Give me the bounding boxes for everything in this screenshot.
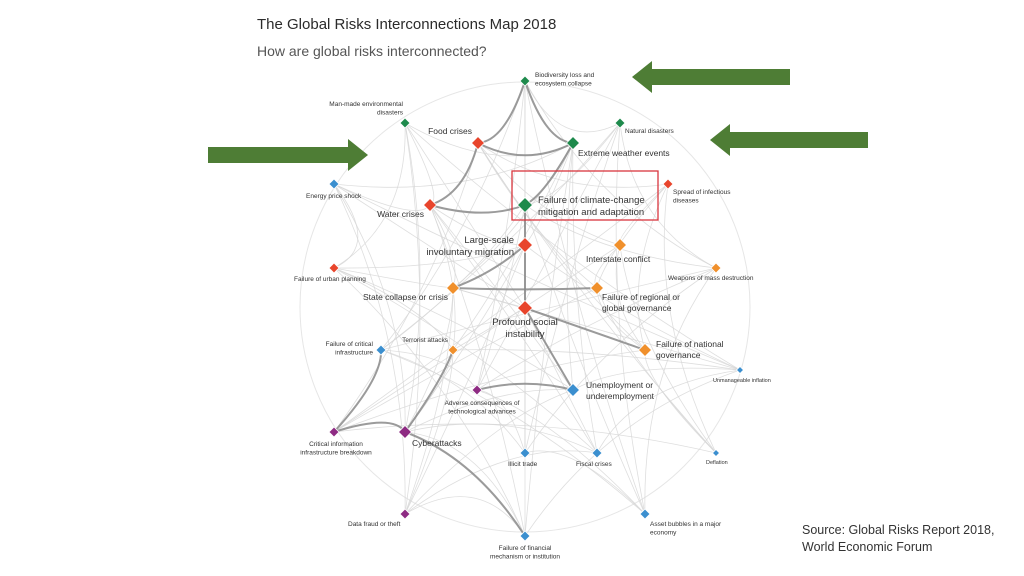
faint-link <box>664 184 716 453</box>
risk-node-cyber[interactable] <box>399 426 462 449</box>
risk-node-label <box>713 378 771 384</box>
risk-node-label <box>402 337 449 344</box>
risk-node-label-line: technological advances <box>448 408 516 416</box>
risk-node-label-line: Large-scale <box>464 235 514 246</box>
strong-link <box>430 143 478 205</box>
risk-node-asset[interactable] <box>640 509 722 537</box>
risk-node-label-line: disasters <box>376 109 403 117</box>
risk-node-marker[interactable] <box>376 345 386 355</box>
risk-node-label-line: Failure of climate-change <box>538 195 645 206</box>
arrow-right-to-man-made <box>208 139 368 171</box>
risk-node-label-line: ecosystem collapse <box>535 80 592 88</box>
faint-link <box>381 205 525 350</box>
risk-node-marker[interactable] <box>424 199 437 212</box>
risk-node-label <box>538 195 645 218</box>
risk-node-label-line: Energy price shock <box>306 193 362 200</box>
risk-node-label-line: Failure of regional or <box>602 292 680 302</box>
risk-node-label-line: mitigation and adaptation <box>538 207 645 218</box>
risk-node-label-line: Adverse consequences of <box>444 400 520 407</box>
risk-node-label <box>673 189 731 205</box>
risk-node-extreme-weather[interactable] <box>567 137 670 159</box>
risk-node-label-line: Unemployment or <box>586 380 654 390</box>
faint-link <box>405 123 420 432</box>
risk-node-infrastructure[interactable] <box>326 341 386 357</box>
risk-node-label <box>326 341 374 357</box>
risk-node-label <box>490 545 560 561</box>
risk-node-critical-info[interactable] <box>300 427 372 457</box>
risk-node-label <box>586 380 655 401</box>
risk-node-label-line: Terrorist attacks <box>402 337 448 344</box>
risk-node-label-line: Food crises <box>428 126 472 136</box>
faint-link <box>525 81 620 132</box>
risk-node-infectious[interactable] <box>663 179 731 205</box>
risk-node-state-collapse[interactable] <box>363 282 460 303</box>
strong-link <box>478 143 573 155</box>
faint-link <box>478 143 620 245</box>
risk-node-energy[interactable] <box>306 179 362 200</box>
risk-node-label <box>586 254 651 264</box>
risk-node-label <box>578 148 670 158</box>
risk-node-label <box>377 209 424 219</box>
source-line-2: World Economic Forum <box>802 540 933 554</box>
risk-node-marker[interactable] <box>711 263 721 273</box>
risk-node-label <box>426 235 514 258</box>
risk-node-label <box>656 339 724 360</box>
risk-node-label <box>445 400 520 416</box>
risk-node-national[interactable] <box>639 339 724 360</box>
risk-node-label-line: Weapons of mass destruction <box>668 275 754 282</box>
risk-node-label <box>412 438 462 448</box>
risk-node-label <box>576 461 613 468</box>
page-title: The Global Risks Interconnections Map 2018 <box>257 16 557 33</box>
risk-node-label <box>625 128 675 135</box>
risk-node-label-line: Asset bubbles in a major <box>650 521 722 528</box>
strong-link <box>478 81 525 143</box>
risk-node-label-line: instability <box>505 329 545 340</box>
risk-node-label <box>650 521 722 537</box>
source-note <box>802 522 994 556</box>
risk-node-label <box>294 276 366 283</box>
risk-node-label-line: Failure of critical <box>325 341 373 348</box>
risk-node-label-line: Interstate conflict <box>586 254 651 264</box>
risk-node-marker[interactable] <box>518 198 533 213</box>
risk-node-label <box>306 193 362 200</box>
risk-node-marker[interactable] <box>448 345 458 355</box>
risk-nodes <box>294 72 771 561</box>
risk-node-label-line: Fiscal crises <box>576 461 612 468</box>
risk-node-marker[interactable] <box>737 367 744 374</box>
risk-node-label <box>706 460 728 466</box>
risk-node-label-line: infrastructure <box>335 349 373 357</box>
risk-node-label <box>300 441 372 457</box>
risk-node-man-made[interactable] <box>329 101 410 128</box>
source-line-1: Source: Global Risks Report 2018, <box>802 523 995 537</box>
risk-node-label-line: Profound social <box>492 317 558 328</box>
risk-node-label-line: global governance <box>602 303 672 313</box>
risk-node-label-line: Failure of financial <box>498 545 552 552</box>
risk-node-label-line: Spread of infectious <box>673 189 731 196</box>
strong-link <box>334 350 381 432</box>
risk-node-adverse-tech[interactable] <box>445 385 520 416</box>
risk-node-label <box>602 292 680 313</box>
risk-node-urban[interactable] <box>294 263 366 283</box>
risk-node-label <box>348 521 401 528</box>
risk-node-marker[interactable] <box>520 76 530 86</box>
page-subtitle: How are global risks interconnected? <box>257 43 487 59</box>
risk-node-label-line: diseases <box>673 197 699 205</box>
risk-node-label <box>428 126 472 136</box>
risk-node-label-line: Extreme weather events <box>578 148 670 158</box>
risk-node-label-line: involuntary migration <box>426 247 514 258</box>
risk-node-label-line: State collapse or crisis <box>362 292 448 302</box>
risk-node-label <box>508 461 538 468</box>
risk-node-biodiversity[interactable] <box>520 72 595 88</box>
risk-node-label-line: Critical information <box>309 441 363 448</box>
risk-node-data-fraud[interactable] <box>348 509 410 528</box>
risk-node-label <box>363 292 448 302</box>
risk-node-label-line: Unmanageable inflation <box>713 378 771 384</box>
risk-node-label-line: Water crises <box>377 209 424 219</box>
risk-node-label-line: governance <box>656 350 701 360</box>
risk-node-label-line: Failure of national <box>656 339 724 349</box>
faint-link <box>334 184 405 432</box>
risk-node-label <box>535 72 595 88</box>
arrow-left-to-biodiversity <box>632 61 790 93</box>
risk-node-label-line: Illicit trade <box>508 461 538 468</box>
risk-node-label <box>668 275 754 282</box>
arrow-left-to-natural <box>710 124 868 156</box>
risk-node-label <box>329 101 403 117</box>
strong-link <box>525 81 573 143</box>
risk-node-deflation[interactable] <box>706 450 728 467</box>
risk-node-label-line: economy <box>650 529 677 537</box>
risk-node-marker[interactable] <box>472 385 482 395</box>
risk-node-label-line: Cyberattacks <box>412 438 462 448</box>
risk-node-marker[interactable] <box>518 301 533 316</box>
risk-node-natural[interactable] <box>615 118 675 135</box>
risk-node-label-line: Failure of urban planning <box>294 276 366 283</box>
risk-node-financial[interactable] <box>490 531 560 561</box>
faint-link <box>381 350 645 514</box>
faint-link <box>405 123 420 514</box>
risk-node-label-line: Data fraud or theft <box>348 521 401 528</box>
risk-node-label-line: infrastructure breakdown <box>300 449 372 457</box>
risk-node-label <box>492 317 557 340</box>
risk-node-label-line: Natural disasters <box>625 128 674 135</box>
faint-link <box>430 205 455 350</box>
risk-node-label-line: underemployment <box>586 391 655 401</box>
risk-node-marker[interactable] <box>447 282 460 295</box>
risk-node-label-line: Biodiversity loss and <box>535 72 595 79</box>
risk-node-water[interactable] <box>377 199 436 220</box>
risk-node-label-line: mechanism or institution <box>489 553 561 561</box>
risk-node-marker[interactable] <box>329 179 339 189</box>
risk-node-label-line: Deflation <box>706 460 728 466</box>
risk-node-label-line: Man-made environmental <box>329 101 403 108</box>
risk-node-marker[interactable] <box>472 137 485 150</box>
